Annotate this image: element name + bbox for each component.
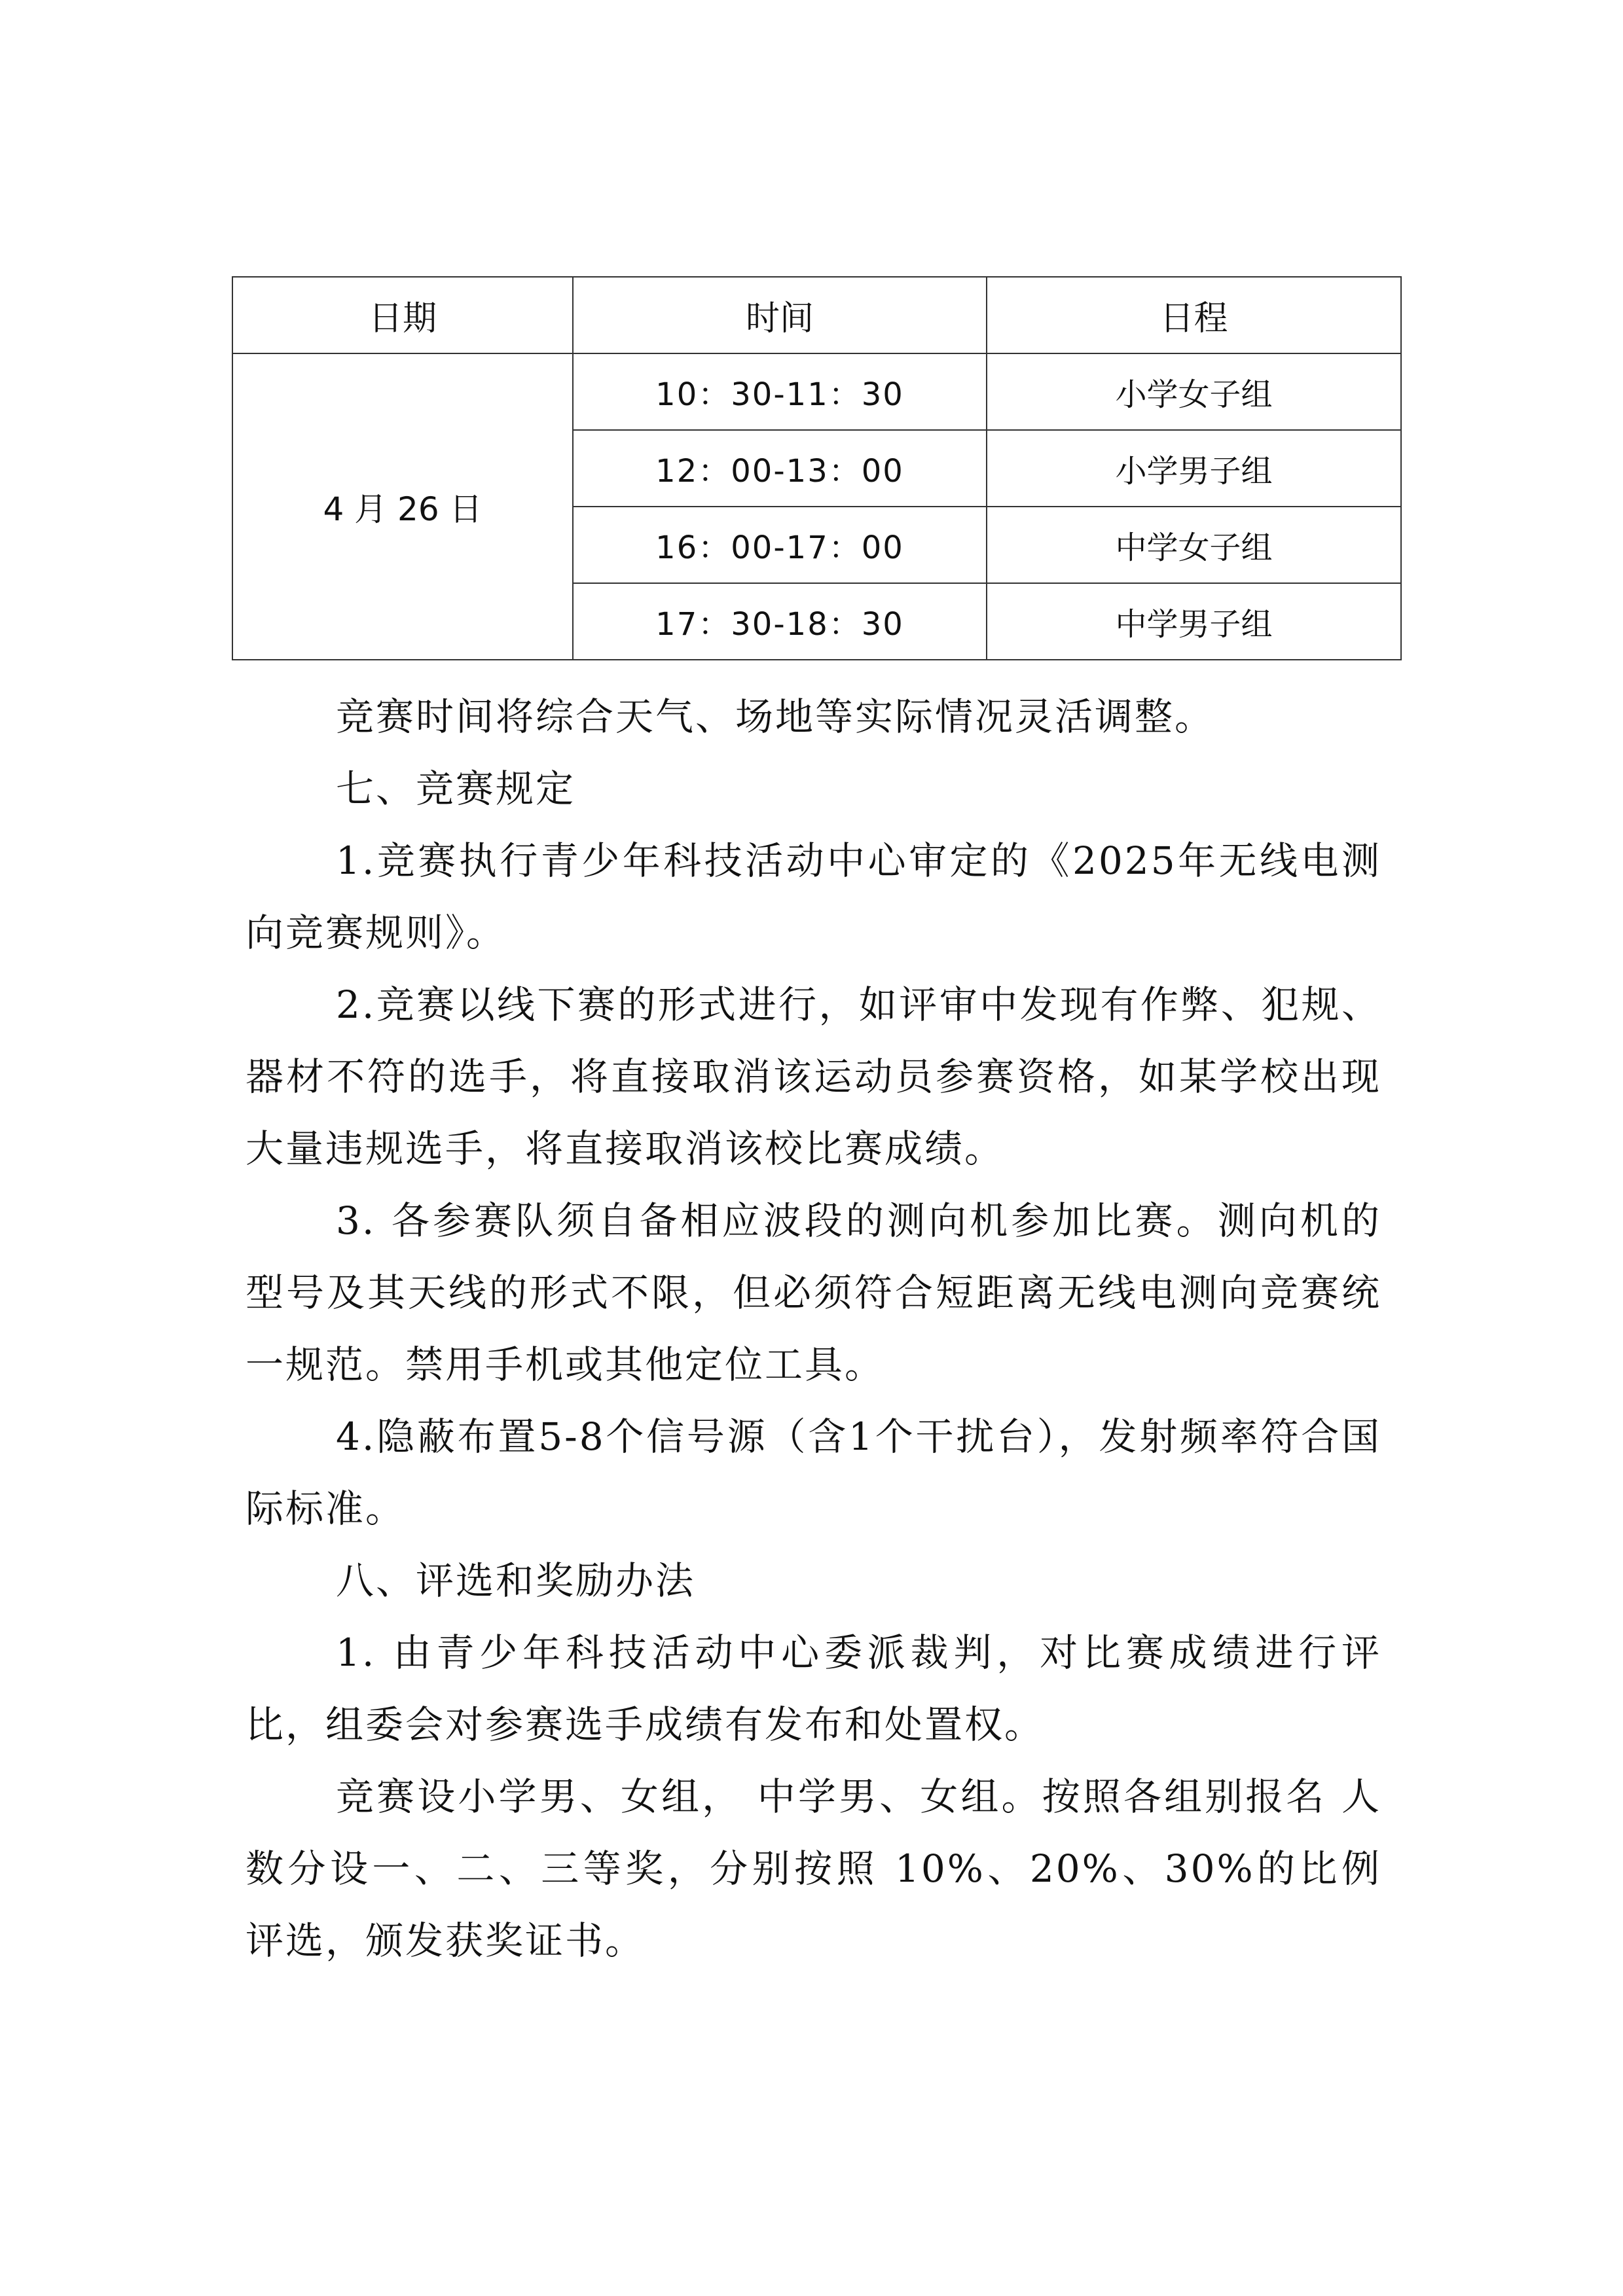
section-7-item-2: 2.竞赛以线下赛的形式进行，如评审中发现有作弊、犯规、器材不符的选手，将直接取消该运动员参赛资格，如某学校出现大量违规选手，将直接取消该校比赛成绩。 xyxy=(246,982,1381,1171)
header-time: 时间 xyxy=(573,277,987,353)
group-cell: 小学女子组 xyxy=(987,353,1401,430)
table-row xyxy=(232,353,1401,430)
time-cell: 12：00-13：00 xyxy=(573,430,987,507)
section-7-title: 七、竞赛规定 xyxy=(336,766,576,811)
section-7-item-3: 3. 各参赛队须自备相应波段的测向机参加比赛。测向机的型号及其天线的形式不限，但必须符合短距离无线电测向竞赛统一规范。禁用手机或其他定位工具。 xyxy=(246,1198,1381,1387)
header-schedule: 日程 xyxy=(987,277,1401,353)
schedule-table xyxy=(232,276,1402,660)
section-8-title: 八、评选和奖励办法 xyxy=(336,1558,696,1603)
section-8-item-2: 竞赛设小学男、女组， 中学男、女组。按照各组别报名 人数分设一、二、三等奖，分别按照 10%、20%、30%的比例 评选，颁发获奖证书。 xyxy=(246,1774,1396,1963)
time-cell: 17：30-18：30 xyxy=(573,583,987,660)
header-date: 日期 xyxy=(232,277,573,353)
time-cell: 16：00-17：00 xyxy=(573,507,987,583)
group-cell: 小学男子组 xyxy=(987,430,1401,507)
schedule-note: 竞赛时间将综合天气、场地等实际情况灵活调整。 xyxy=(336,694,1215,739)
section-7-item-1: 1.竞赛执行青少年科技活动中心审定的《2025年无线电测向竞赛规则》。 xyxy=(246,838,1381,955)
section-7-item-4: 4.隐蔽布置5-8个信号源（含1个干扰台），发射频率符合国际标准。 xyxy=(246,1414,1381,1531)
section-8-item-1: 1. 由青少年科技活动中心委派裁判，对比赛成绩进行评比，组委会对参赛选手成绩有发布和处置权。 xyxy=(246,1630,1381,1747)
time-cell: 10：30-11：30 xyxy=(573,353,987,430)
document-body xyxy=(246,681,1396,1977)
group-cell: 中学女子组 xyxy=(987,507,1401,583)
date-cell: 4 月 26 日 xyxy=(232,353,573,660)
table-header-row xyxy=(232,277,1401,353)
group-cell: 中学男子组 xyxy=(987,583,1401,660)
